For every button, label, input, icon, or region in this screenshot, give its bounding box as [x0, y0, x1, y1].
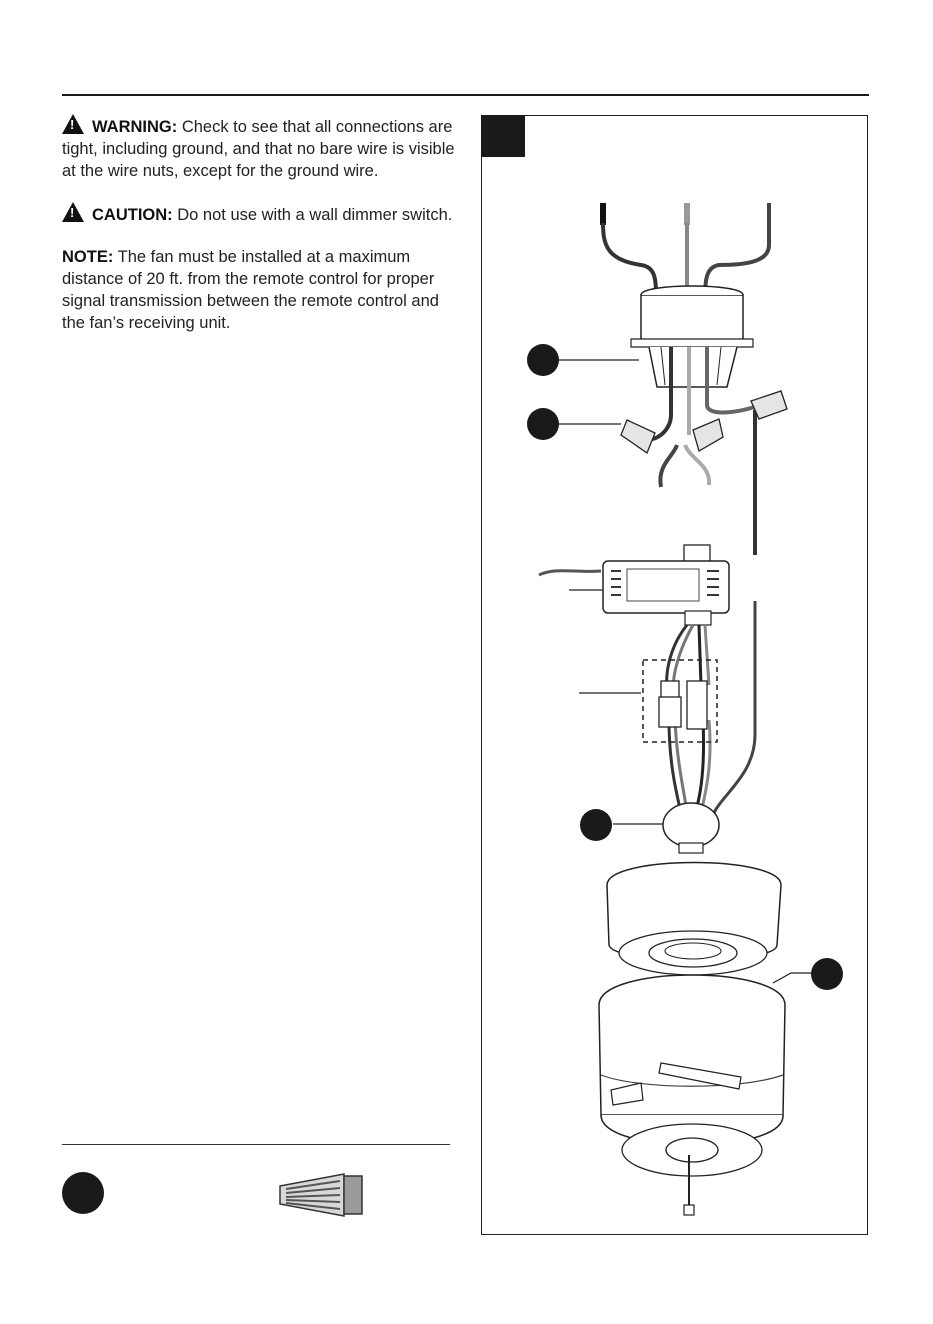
warning-paragraph	[62, 114, 462, 182]
fan-wiring-illustration	[481, 115, 868, 1235]
hanger-ball	[663, 803, 719, 853]
warning-keyword: WARNING:	[92, 118, 178, 136]
caution-keyword: CAUTION:	[92, 206, 173, 224]
callout-badge-motor-housing	[811, 958, 843, 990]
part-callout-badge	[62, 1172, 104, 1214]
receiver-module	[539, 545, 729, 625]
parts-divider	[62, 1144, 450, 1145]
fan-canopy	[607, 863, 781, 976]
top-divider	[62, 94, 869, 96]
callout-badge-wire-nuts	[527, 408, 559, 440]
caution-triangle-icon	[62, 202, 84, 222]
plug-connectors	[659, 681, 707, 729]
note-keyword: NOTE:	[62, 248, 114, 266]
wire-nut-icon	[278, 1172, 364, 1218]
callout-badge-bracket	[527, 344, 559, 376]
note-text: The fan must be installed at a maximum distance of 20 ft. from the remote control for proper signal transmission between the remote control and the fan’s receiving unit.	[62, 248, 439, 332]
caution-paragraph	[62, 202, 462, 226]
caution-text: Do not use with a wall dimmer switch.	[172, 206, 453, 224]
callout-badge-hanger-ball	[580, 809, 612, 841]
note-paragraph	[62, 246, 462, 334]
fan-motor-body	[599, 975, 785, 1215]
mounting-bracket	[631, 286, 753, 387]
wire-nuts	[621, 391, 787, 453]
instructions-column	[62, 114, 462, 354]
warning-triangle-icon	[62, 114, 84, 134]
warning-text: Check to see that all connections are tight, including ground, and that no bare wire is visible at the wire nuts, except for the ground wire.	[62, 118, 455, 180]
